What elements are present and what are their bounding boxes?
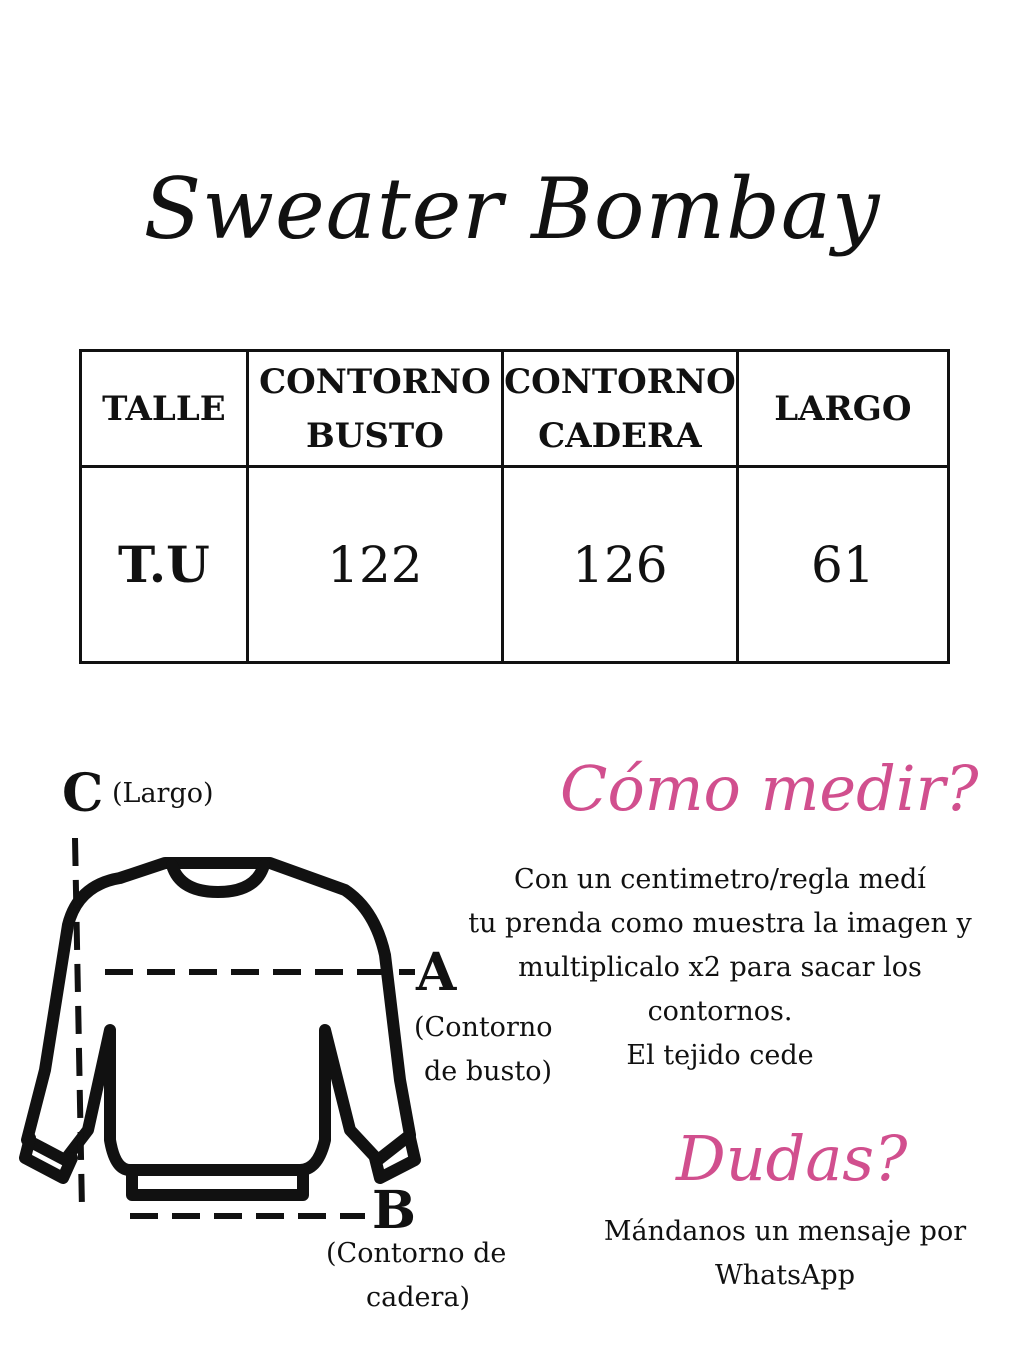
size-table xyxy=(79,349,950,664)
label-b-letter: B xyxy=(372,1180,416,1241)
label-b-text-2: cadera) xyxy=(366,1282,471,1313)
cell-largo: 61 xyxy=(737,467,948,663)
cell-talle: T.U xyxy=(81,467,248,663)
header-contorno-busto: CONTORNO BUSTO xyxy=(247,351,502,467)
dudas-text: Mándanos un mensaje por WhatsApp xyxy=(603,1216,967,1291)
label-c-letter: C xyxy=(62,763,104,824)
cell-busto: 122 xyxy=(247,467,502,663)
label-a-text-1: (Contorno xyxy=(414,1012,553,1043)
sweater-outline xyxy=(27,863,410,1170)
como-medir-text: Con un centimetro/regla medí tu prenda como muestra la imagen y multiplicalo x2 para sacar los contornos. El tejido cede xyxy=(468,864,972,1071)
label-b-text-1: (Contorno de xyxy=(326,1238,507,1269)
header-talle: TALLE xyxy=(81,351,248,467)
sweater-neckline xyxy=(172,865,264,892)
como-medir-heading: Cómo medir? xyxy=(560,752,979,825)
header-largo: LARGO xyxy=(737,351,948,467)
cell-cadera: 126 xyxy=(503,467,738,663)
label-a-text-2: de busto) xyxy=(424,1056,553,1087)
table-row xyxy=(81,467,949,663)
table-header-row xyxy=(81,351,949,467)
dudas-heading: Dudas? xyxy=(676,1122,908,1195)
label-a-letter: A xyxy=(416,942,457,1003)
page-title: Sweater Bombay xyxy=(143,160,881,258)
header-contorno-cadera: CONTORNO CADERA xyxy=(503,351,738,467)
label-c-text: (Largo) xyxy=(112,778,214,809)
